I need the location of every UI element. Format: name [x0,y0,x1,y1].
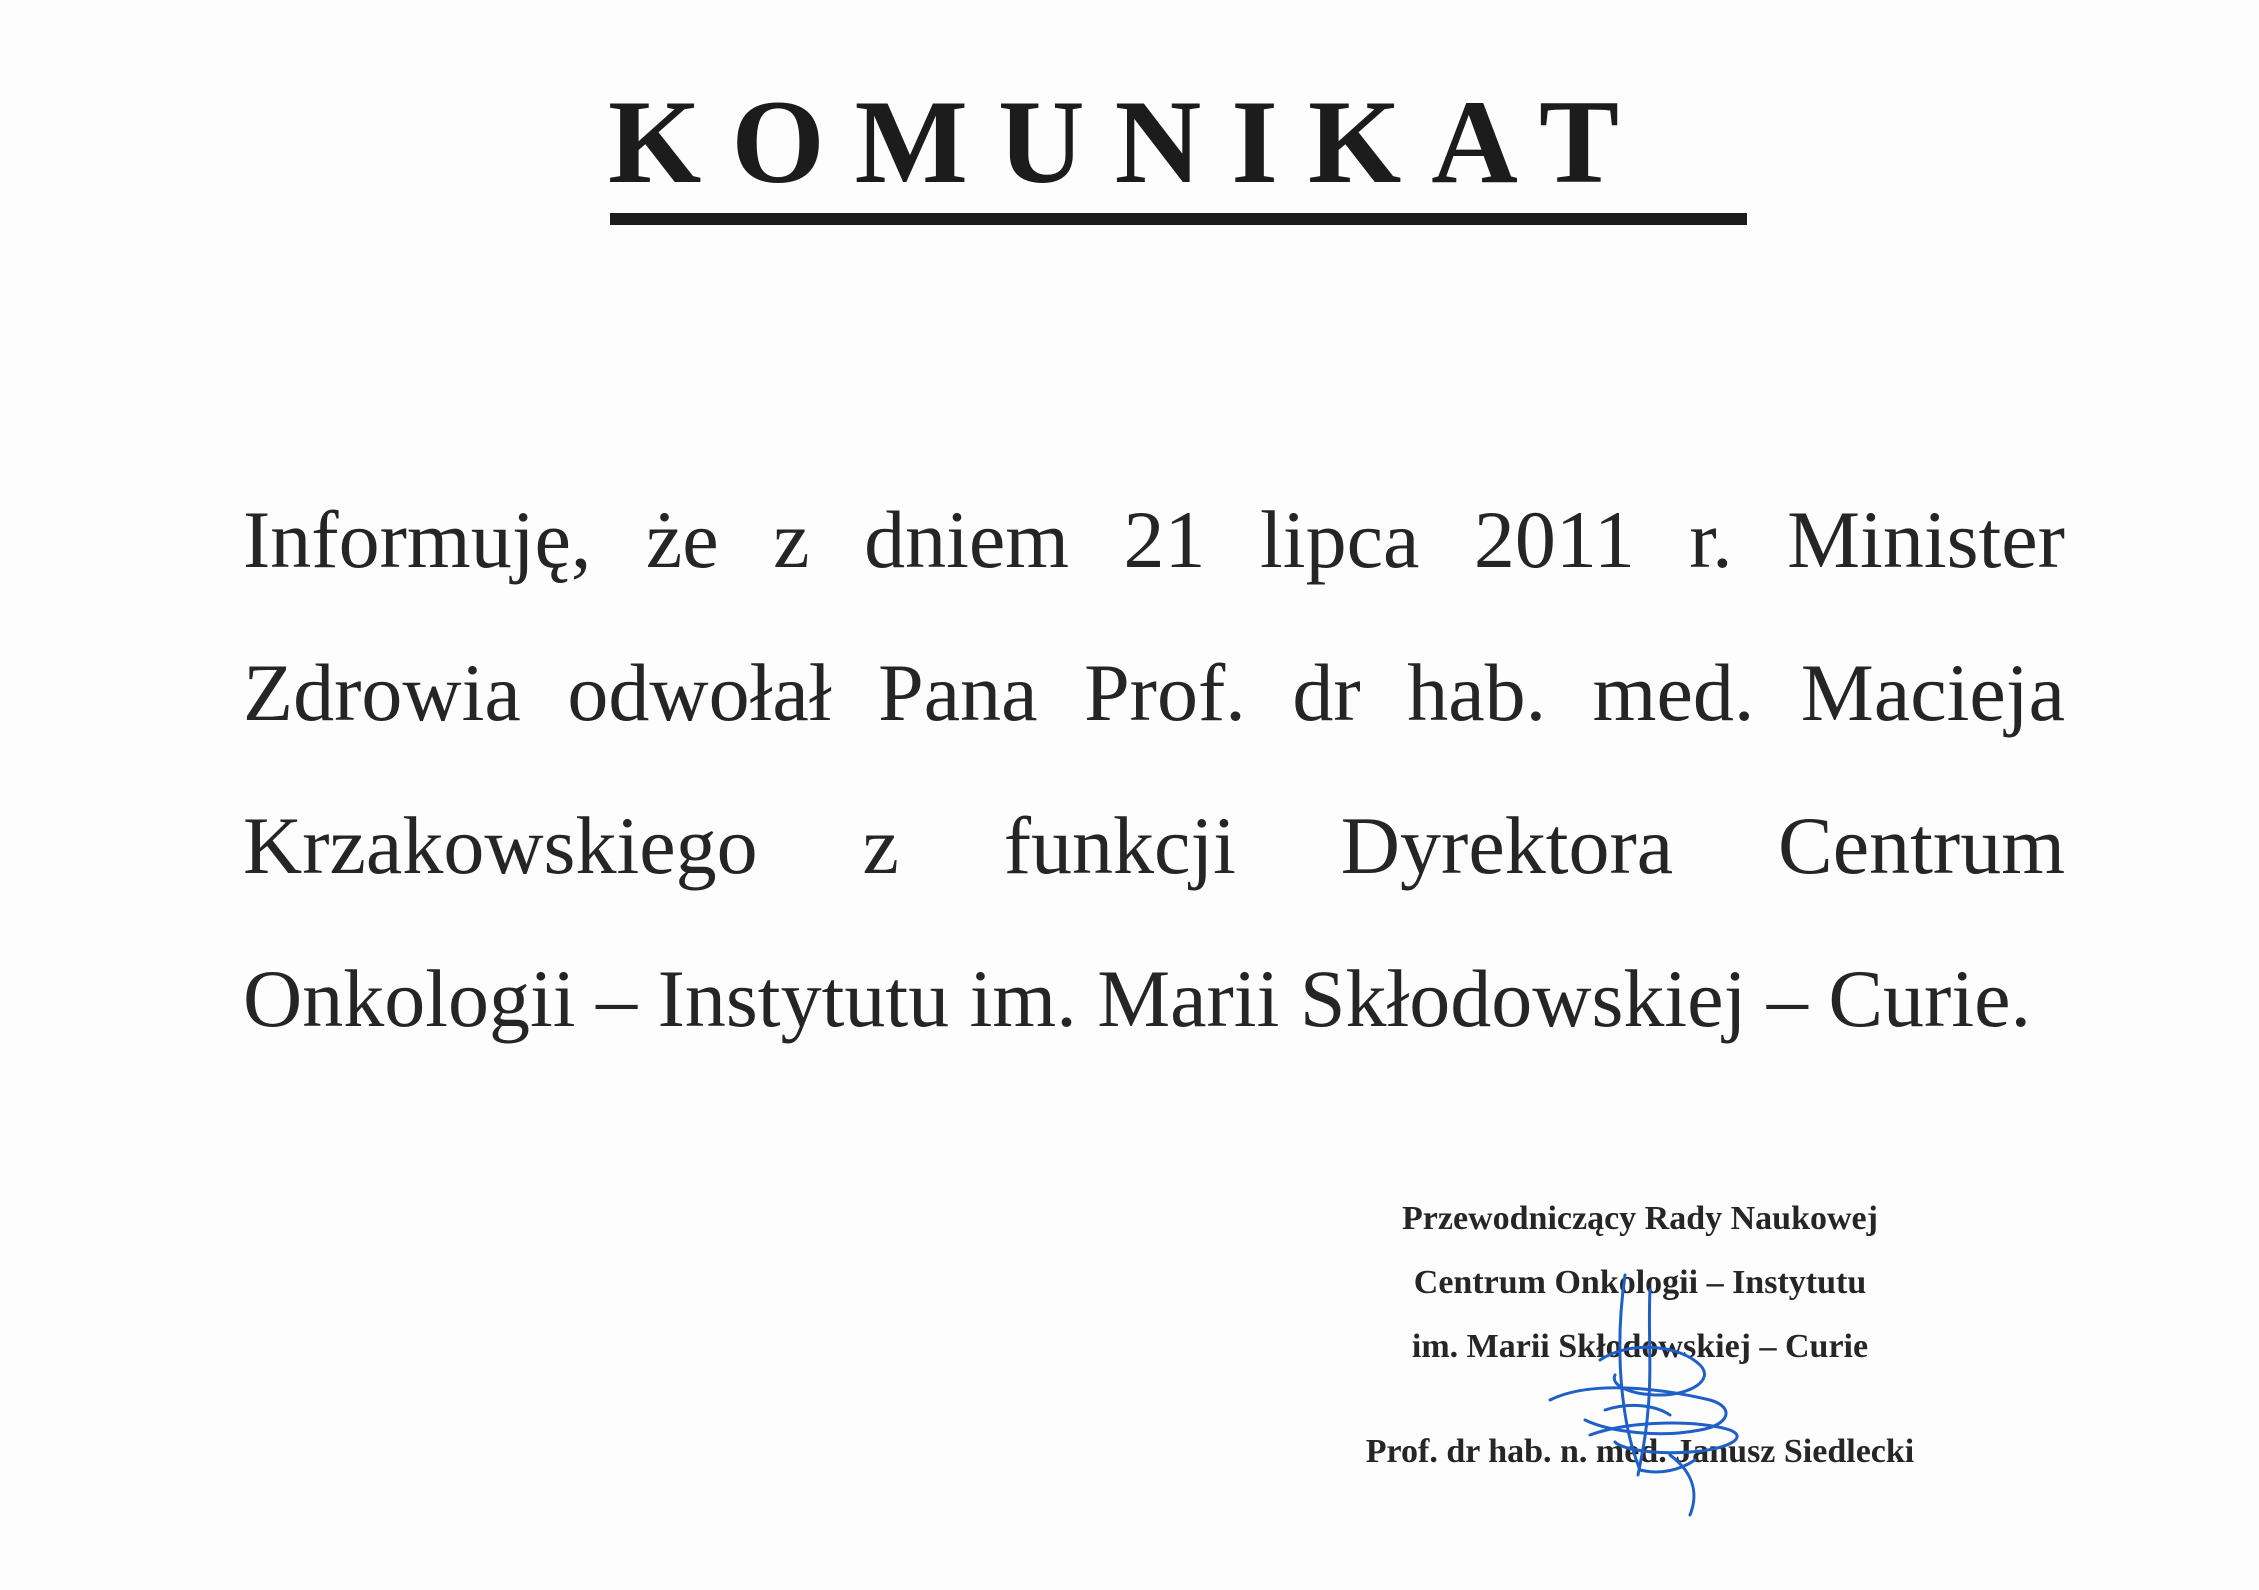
handwritten-signature-icon [1530,1270,1770,1520]
signatory-name: Prof. dr hab. n. med. Janusz Siedlecki [1365,1433,1915,1470]
signatory-institution-line: im. Marii Skłodowskiej – Curie [1411,1328,1869,1365]
signatory-institution-line: Centrum Onkologii – Instytutu [1413,1264,1867,1301]
announcement-body: Informuję, że z dniem 21 lipca 2011 r. Minister Zdrowia odwołał Pana Prof. dr hab. med. Macieja Krzakowskiego z funkcji Dyrektora Centrum Onkologii – Instytutu im. Marii Skłodowskiej – Curie. [243,494,2065,1044]
document-title: KOMUNIKAT [608,75,1650,208]
title-underline [610,213,1747,225]
signatory-position-line: Przewodniczący Rady Naukowej [1402,1200,1878,1237]
